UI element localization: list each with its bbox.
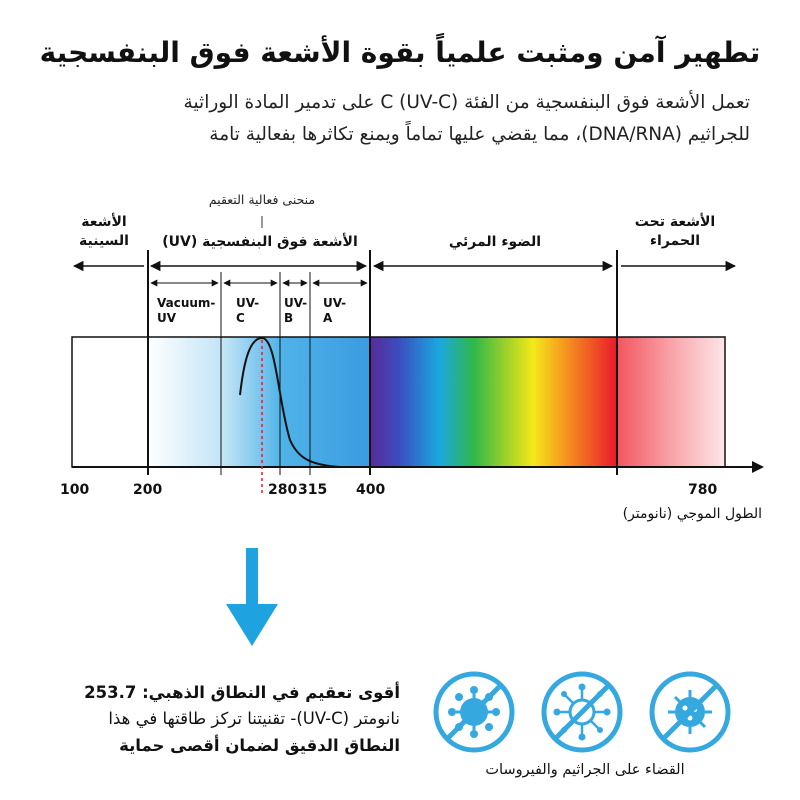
golden-band-text xyxy=(40,680,400,759)
virus-icon xyxy=(432,670,516,754)
tick-400: 400 xyxy=(356,482,386,498)
uv-c-label: UV-C xyxy=(236,296,260,325)
visible-band xyxy=(370,337,617,467)
golden-band-line-2: نانومتر (UV-C)- تقنيتنا تركز طاقتها في هذا xyxy=(108,709,400,729)
uv-b-label: UV-B xyxy=(284,296,308,325)
down-arrow-icon xyxy=(222,548,282,648)
tick-315: 315 xyxy=(298,482,328,498)
vacuum-uv-label: Vacuum-UV xyxy=(157,296,216,325)
page-title: تطهير آمن ومثبت علمياً بقوة الأشعة فوق البنفسجية xyxy=(39,36,761,69)
axis-arrow-head xyxy=(752,461,764,473)
tick-280: 280 xyxy=(268,482,298,498)
tick-200: 200 xyxy=(133,482,163,498)
curve-label: منحنى فعالية التعقيم xyxy=(208,192,316,207)
bacteria-icon xyxy=(648,670,732,754)
tick-100: 100 xyxy=(60,482,90,498)
xray-band xyxy=(72,337,148,467)
icons-caption: القضاء على الجراثيم والفيروسات xyxy=(485,762,685,778)
infrared-band xyxy=(617,337,725,467)
xray-label: الأشعة السينية xyxy=(79,214,129,249)
axis-label: الطول الموجي (نانومتر) xyxy=(622,506,762,522)
uv-band xyxy=(148,337,370,467)
germ-icon xyxy=(540,670,624,754)
uv-a-label: UV-A xyxy=(323,296,347,325)
golden-band-line-3: النطاق الدقيق لضمان أقصى حماية xyxy=(119,735,400,755)
golden-band-line-1: أقوى تعقيم في النطاق الذهبي: 253.7 xyxy=(84,683,400,702)
subtitle-line-2: للجراثيم (DNA/RNA)، مما يقضي عليها تماماً ويمنع تكاثرها بفعالية تامة xyxy=(209,124,750,145)
subtitle-line-1: تعمل الأشعة فوق البنفسجية من الفئة C (UV-C) على تدمير المادة الوراثية xyxy=(183,92,750,113)
visible-label: الضوء المرئي xyxy=(448,234,542,250)
tick-780: 780 xyxy=(688,482,718,498)
uv-label: الأشعة فوق البنفسجية (UV) xyxy=(162,234,358,250)
infrared-label: الأشعة تحت الحمراء xyxy=(634,214,716,249)
